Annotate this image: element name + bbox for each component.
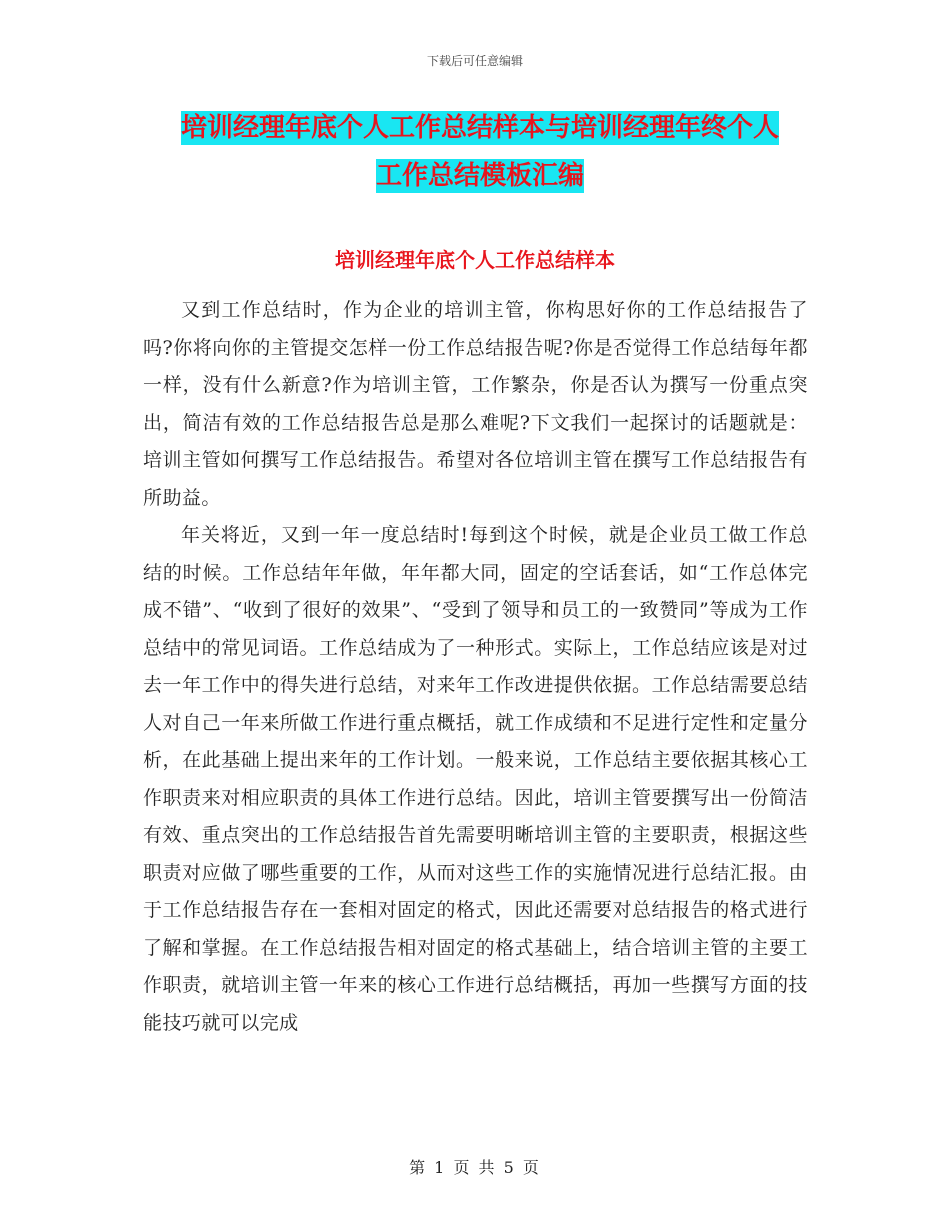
document-title	[150, 104, 810, 200]
document-title-line-1: 培训经理年底个人工作总结样本与培训经理年终个人	[180, 113, 779, 143]
body-paragraph-2: 年关将近，又到一年一度总结时!每到这个时候，就是企业员工做工作总结的时候。工作总结年年做，年年都大同，固定的空话套话，如“工作总体完成不错”、“收到了很好的效果”、“受到了领导和员工的一致赞同”等成为工作总结中的常见词语。工作总结成为了一种形式。实际上，工作总结应该是对过去一年工作中的得失进行总结，对来年工作改进提供依据。工作总结需要总结人对自己一年来所做工作进行重点概括，就工作成绩和不足进行定性和定量分析，在此基础上提出来年的工作计划。一般来说，工作总结主要依据其核心工作职责来对相应职责的具体工作进行总结。因此，培训主管要撰写出一份简洁有效、重点突出的工作总结报告首先需要明晰培训主管的主要职责，根据这些职责对应做了哪些重要的工作，从而对这些工作的实施情况进行总结汇报。由于工作总结报告存在一套相对固定的格式，因此还需要对总结报告的格式进行了解和掌握。在工作总结报告相对固定的格式基础上，结合培训主管的主要工作职责，就培训主管一年来的核心工作进行总结概括，再加一些撰写方面的技能技巧就可以完成	[143, 524, 808, 1034]
page-number-footer: 第 1 页 共 5 页	[409, 1158, 541, 1177]
document-body	[143, 292, 808, 1042]
document-title-line-2: 工作总结模板汇编	[375, 161, 584, 191]
section-title: 培训经理年底个人工作总结样本	[335, 248, 615, 272]
page-header-note: 下载后可任意编辑	[426, 54, 523, 68]
body-paragraph-1: 又到工作总结时，作为企业的培训主管，你构思好你的工作总结报告了吗?你将向你的主管提交怎样一份工作总结报告呢?你是否觉得工作总结每年都一样，没有什么新意?作为培训主管，工作繁杂，你是否认为撰写一份重点突出，简洁有效的工作总结报告总是那么难呢?下文我们一起探讨的话题就是：培训主管如何撰写工作总结报告。希望对各位培训主管在撰写工作总结报告有所助益。	[143, 299, 808, 509]
